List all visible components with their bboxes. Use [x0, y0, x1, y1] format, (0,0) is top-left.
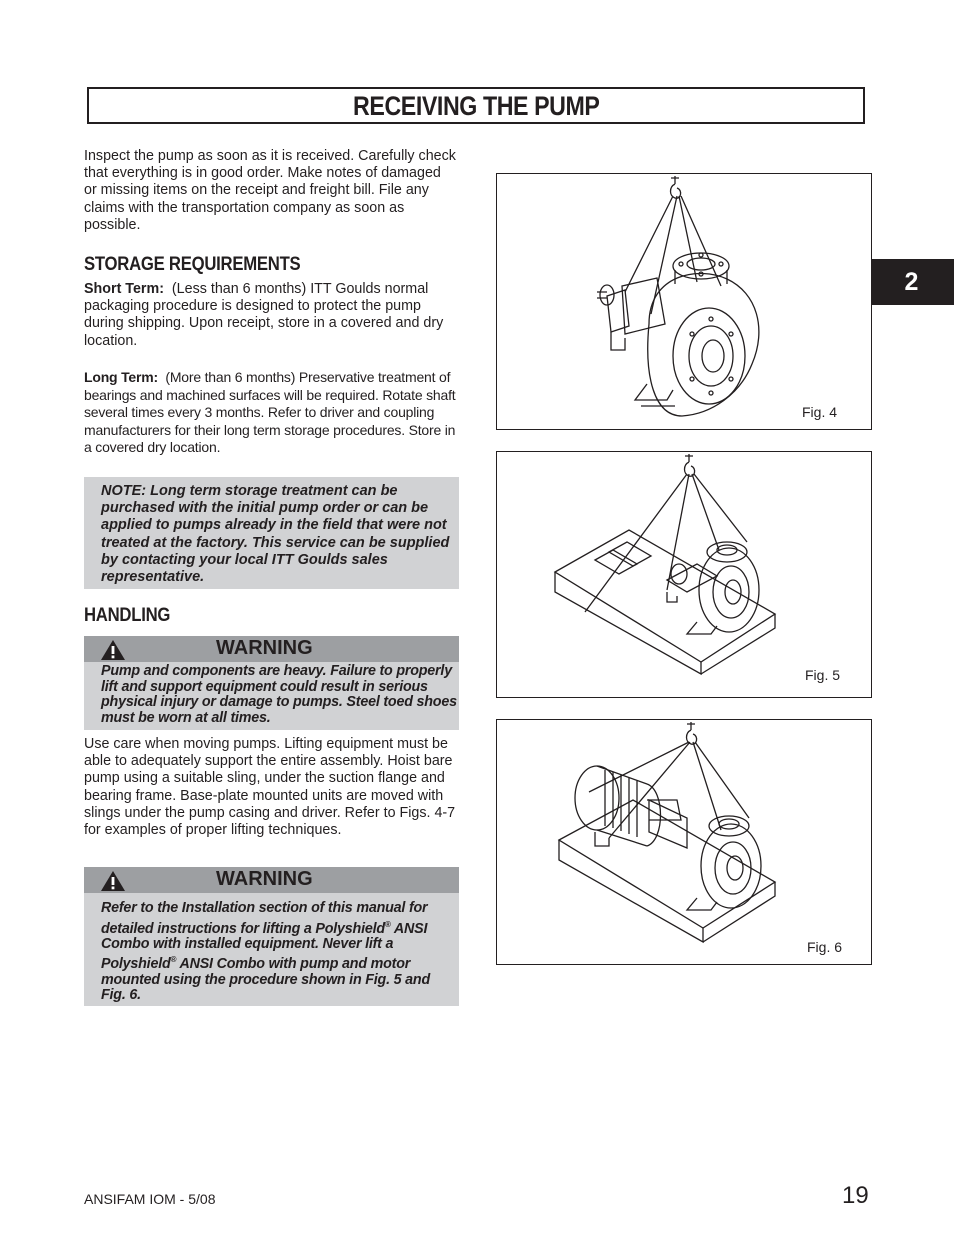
warning-body-2 — [84, 893, 459, 1006]
figure-6 — [496, 719, 872, 965]
page-title: RECEIVING THE PUMP — [352, 91, 600, 121]
section-tab — [869, 259, 954, 305]
short-term-paragraph — [84, 281, 456, 350]
long-term-text: (More than 6 months) Preservative treatment of bearings and machined surfaces will be required. Rotate shaft several times every 3 months. Refer to driver and coupling manufacturers for their long term storage procedures. Store in a covered dry location. — [84, 369, 456, 455]
figure-caption: Fig. 4 — [802, 404, 838, 420]
figure-5 — [496, 451, 872, 698]
figure-caption: Fig. 5 — [805, 667, 841, 683]
storage-heading: STORAGE REQUIREMENTS — [84, 254, 301, 275]
note-box — [84, 477, 459, 589]
page-number: 19 — [842, 1182, 869, 1209]
long-term-label: Long Term: — [84, 369, 158, 385]
warning-body — [84, 662, 459, 730]
intro-paragraph: Inspect the pump as soon as it is received. Carefully check that everything is in good order. Make notes of damaged or missing items on the receipt and freight bill. File any claims with the transportation company as soon as possible. — [84, 148, 456, 233]
warning-title-2: WARNING — [216, 868, 313, 890]
page-title-box — [87, 87, 865, 124]
warning-title: WARNING — [216, 637, 313, 659]
registered-mark: ® — [170, 955, 177, 965]
registered-mark: ® — [384, 919, 391, 929]
handling-heading: HANDLING — [84, 605, 171, 626]
warning-header — [84, 636, 459, 662]
short-term-text: (Less than 6 months) ITT Goulds normal packaging procedure is designed to protect the pump during shipping. Upon receipt, store in a covered and dry location. — [84, 281, 444, 349]
section-tab-number: 2 — [904, 268, 919, 296]
note-text: NOTE: Long term storage treatment can be purchased with the initial pump order or can be applied to pumps already in the field that were not treated at the factory. This service can be supplied by contacting your local ITT Goulds sales representative. — [101, 483, 450, 586]
warning-text-2-part3: ANSI Combo with pump and motor mounted using the procedure shown in Fig. 5 and Fig. 6. — [101, 956, 430, 1004]
figure-4 — [496, 173, 872, 430]
pump-lifting-illustration-fig4 — [497, 174, 870, 428]
warning-text: Pump and components are heavy. Failure to properly lift and support equipment could result in serious physical injury or damage to pumps. Steel toed shoes must be worn at all times. — [101, 663, 457, 726]
pump-and-motor-lifting-illustration-fig6 — [497, 720, 870, 963]
figure-caption: Fig. 6 — [807, 939, 843, 955]
warning-triangle-icon — [100, 870, 126, 892]
short-term-label: Short Term: — [84, 281, 164, 297]
long-term-paragraph — [84, 369, 459, 457]
warning-text-2 — [101, 901, 457, 1004]
warning-text-2-part1: Refer to the Installation section of this manual for detailed instructions for lifting a Polyshield — [101, 900, 428, 937]
warning-text-2-part2: ANSI Combo with installed equipment. Never lift a Polyshield — [101, 920, 428, 973]
footer-doc-id: ANSIFAM IOM - 5/08 — [84, 1191, 216, 1207]
warning-header-2 — [84, 867, 459, 893]
warning-triangle-icon — [100, 639, 126, 661]
handling-paragraph: Use care when moving pumps. Lifting equipment must be able to adequately support the entire assembly. Hoist bare pump using a suitable sling, under the suction flange and bearing frame. Base-plate mounted units are moved with slings under the pump casing and driver. Refer to Figs. 4-7 for examples of proper lifting techniques. — [84, 736, 456, 839]
pump-on-baseplate-lifting-illustration-fig5 — [497, 452, 870, 696]
